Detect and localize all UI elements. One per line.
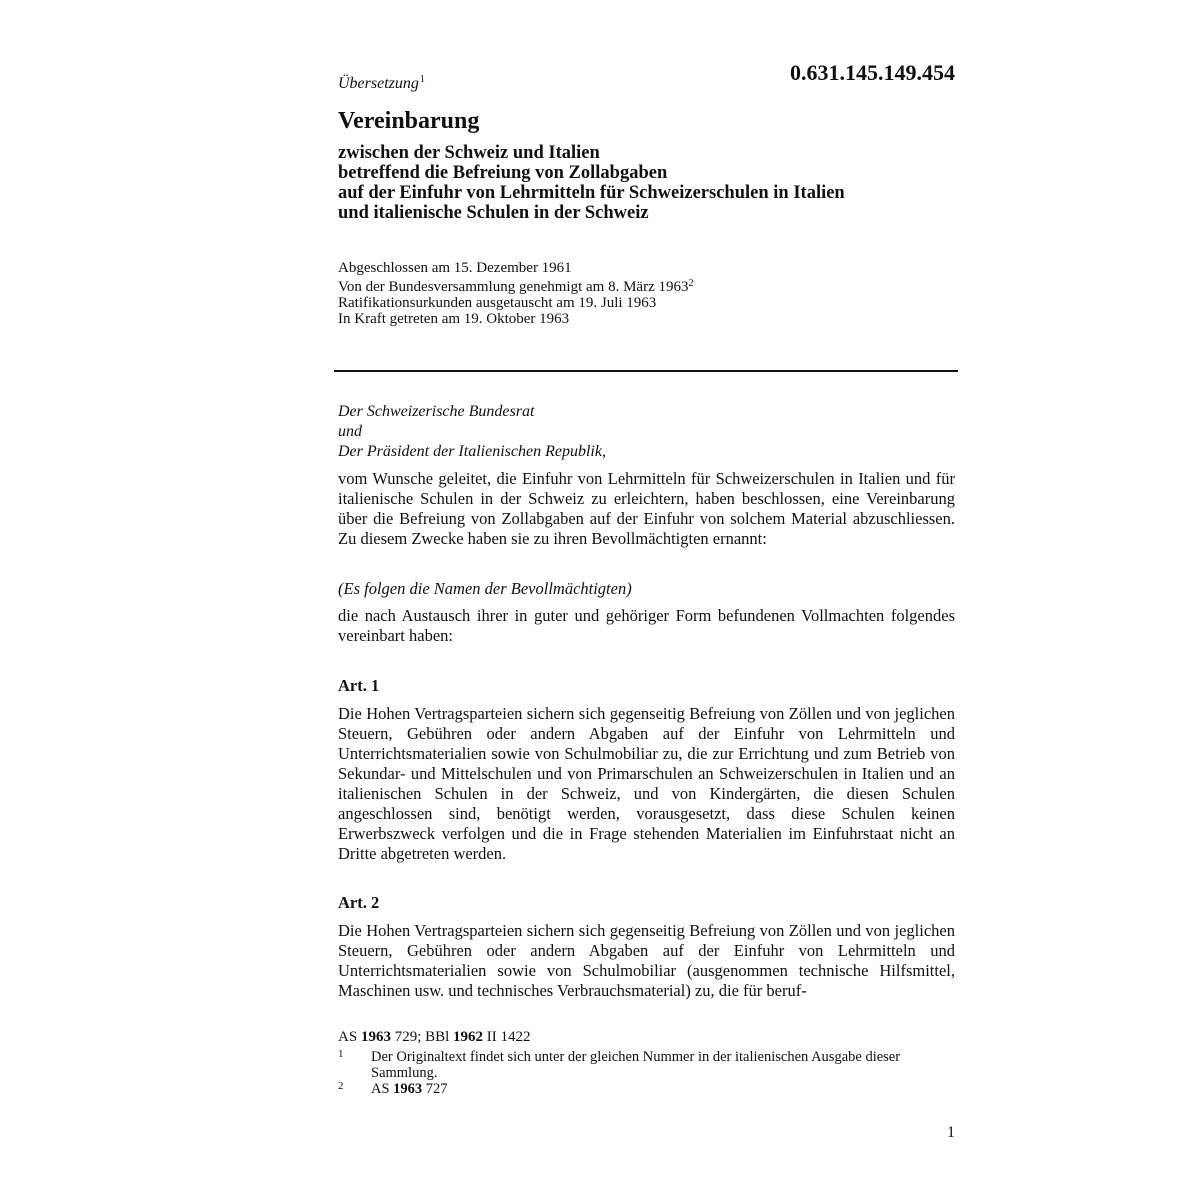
ref-bbl-year: 1962 <box>453 1029 484 1045</box>
ref-bbl-rest: II 1422 <box>483 1029 531 1045</box>
article-2-heading: Art. 2 <box>338 893 380 912</box>
footnote-1 <box>338 1049 938 1081</box>
horizontal-rule <box>334 370 958 372</box>
fn2-prefix: AS <box>371 1081 394 1097</box>
parties-block <box>338 402 606 462</box>
plenipotentiaries-note: (Es folgen die Namen der Bevollmächtigten) <box>338 579 632 598</box>
subtitle-line: zwischen der Schweiz und Italien <box>338 143 600 163</box>
dates-block <box>338 260 694 327</box>
footnote-text <box>371 1081 938 1097</box>
preamble-paragraph: vom Wunsche geleitet, die Einfuhr von Lehrmitteln für Schweizerschulen in Italien und für italienische Schulen in der Schweiz zu erleichtern, haben beschlossen, eine Vereinbarung über die Befreiung von Zollabgaben auf der Einfuhr von solchem Material abzuschliessen. Zu diesem Zwecke haben sie zu ihren Bevollmächtigten ernannt: <box>338 469 955 548</box>
ref-prefix: AS <box>338 1029 361 1045</box>
document-number: 0.631.145.149.454 <box>790 60 955 85</box>
publication-reference <box>338 1029 531 1046</box>
footnote-mark-1[interactable]: 1 <box>419 74 425 85</box>
article-1-text: Die Hohen Vertragsparteien sichern sich gegenseitig Befreiung von Zöllen und von jeglichen Steuern, Gebühren oder andern Abgaben auf der Einfuhr von Lehrmitteln und Unterrichtsmaterialien sowie von Schulmobiliar zu, die zur Errichtung und zum Betrieb von Sekundar- und Mittelschulen und von Primarschulen an Schweizerschulen in Italien und an italienischen Schulen in der Schweiz, und von Kindergärten, die diesen Schulen angeschlossen sind, benötigt werden, vorausgesetzt, dass diese Schulen keinen Erwerbszweck verfolgen und die in Frage stehenden Materialien im Einfuhrstaat nicht an Dritte abgetreten werden. <box>338 704 955 863</box>
article-1-heading: Art. 1 <box>338 676 380 695</box>
page-number: 1 <box>947 1124 955 1141</box>
ref-as-year: 1963 <box>360 1029 391 1045</box>
party-line: und <box>338 423 362 440</box>
footnote-number: 2 <box>338 1080 344 1092</box>
footnote-text: Der Originaltext findet sich unter der gleichen Nummer in der italienischen Ausgabe dieser Sammlung. <box>371 1049 901 1081</box>
date-ratified: Ratifikationsurkunden ausgetauscht am 19. Juli 1963 <box>338 295 657 311</box>
fn2-year: 1963 <box>393 1081 423 1097</box>
date-concluded: Abgeschlossen am 15. Dezember 1961 <box>338 260 572 276</box>
subtitle-line: und italienische Schulen in der Schweiz <box>338 203 649 223</box>
date-in-force: In Kraft getreten am 19. Oktober 1963 <box>338 311 570 327</box>
translation-label <box>338 74 425 93</box>
date-approved <box>338 276 694 295</box>
translation-label-text: Übersetzung <box>338 75 419 92</box>
footnote-number: 1 <box>338 1048 344 1060</box>
article-2-text: Die Hohen Vertragsparteien sichern sich gegenseitig Befreiung von Zöllen und von jeglichen Steuern, Gebühren oder andern Abgaben auf der Einfuhr von Lehrmitteln und Unterrichtsmaterialien sowie von Schulmobiliar (ausgenommen technische Hilfsmittel, Maschinen usw. und technisches Verbrauchsmaterial) zu, die für beruf- <box>338 921 955 1000</box>
footnote-2 <box>338 1081 938 1097</box>
date-approved-text: Von der Bundesversammlung genehmigt am 8. März 1963 <box>338 279 689 295</box>
document-title: Vereinbarung <box>338 108 480 134</box>
footnote-mark-2[interactable]: 2 <box>688 278 694 289</box>
subtitle-line: auf der Einfuhr von Lehrmitteln für Schweizerschulen in Italien <box>338 183 845 203</box>
document-subtitle <box>338 143 845 223</box>
party-line: Der Schweizerische Bundesrat <box>338 403 535 420</box>
subtitle-line: betreffend die Befreiung von Zollabgaben <box>338 163 668 183</box>
ref-as-page: 729; BBl <box>390 1029 454 1045</box>
fn2-page: 727 <box>422 1081 448 1097</box>
agreed-paragraph: die nach Austausch ihrer in guter und gehöriger Form befundenen Vollmachten folgendes vereinbart haben: <box>338 606 955 645</box>
party-line: Der Präsident der Italienischen Republik, <box>338 443 606 460</box>
